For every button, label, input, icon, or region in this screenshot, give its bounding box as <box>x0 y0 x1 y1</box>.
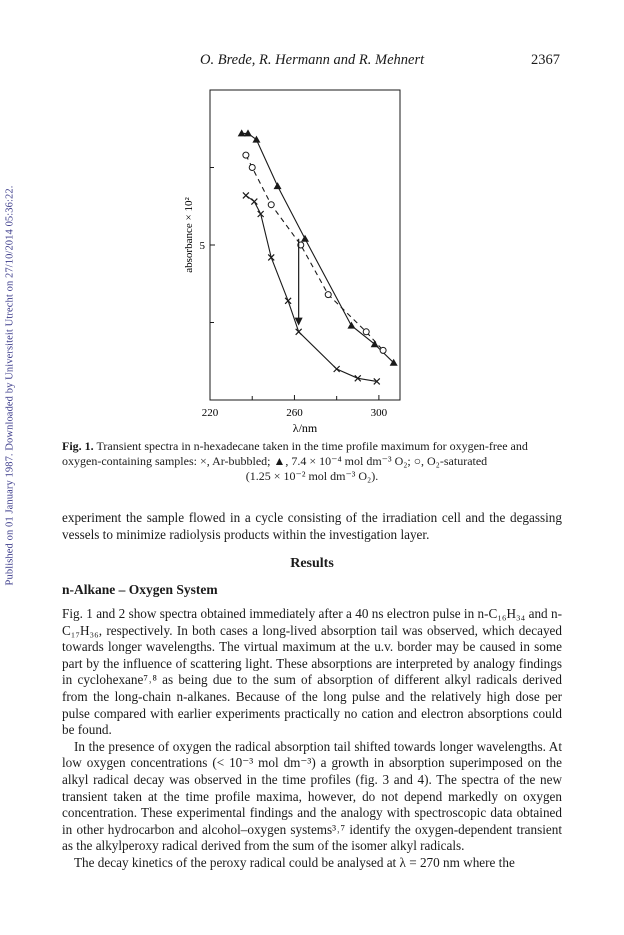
triangle-point-4 <box>301 235 309 242</box>
circle-point-5 <box>363 329 369 335</box>
arrow-layer <box>295 239 303 326</box>
circle-point-0 <box>243 152 249 158</box>
page-number: 2367 <box>531 52 560 68</box>
cross-point-1 <box>251 199 257 205</box>
cross-point-6 <box>334 366 340 372</box>
circle-point-6 <box>380 347 386 353</box>
author-names: O. Brede, R. Hermann and R. Mehnert <box>200 52 425 68</box>
results-body <box>62 606 562 872</box>
figure-1-chart <box>150 80 420 438</box>
triangle-point-2 <box>252 136 260 143</box>
results-paragraph-3: The decay kinetics of the peroxy radical could be analysed at λ = 270 nm where the <box>74 854 515 870</box>
results-paragraph-1: Fig. 1 and 2 show spectra obtained immediately after a 40 ns electron pulse in n-C₁₆H₃₄ and n-C₁₇H₃₆, respectively. In both cases a long-lived absorption tail was observed, which decayed towards longer wavelengths. The virtual maximum at the u.v. border may be caused in some part by the influence of scattering light. These absorptions are interpreted by analogy findings in cyclohexane⁷˒⁸ as being due to the sum of absorption of different alkyl radicals derived from the long-chain n-alkanes. Because of the long pulse and the relatively high dose per pulse compared with earlier experiments practically no cation and electron absorptions could be found. <box>62 606 562 738</box>
cross-point-5 <box>296 329 302 335</box>
series-line-1 <box>246 155 383 350</box>
plot-frame <box>210 90 400 400</box>
download-notice: Published on 01 January 1987. Downloaded by Universiteit Utrecht on 27/10/2014 05:36:22. <box>4 185 16 585</box>
x-tick-label-0: 220 <box>201 407 219 419</box>
intro-paragraph: experiment the sample flowed in a cycle consisting of the irradiation cell and the degassing vessels to minimize radiolysis products within the investigation layer. <box>62 510 562 542</box>
marker-layer <box>238 129 398 384</box>
series-line-2 <box>246 195 377 381</box>
caption-label: Fig. 1. <box>62 439 94 453</box>
caption-text: Transient spectra in n-hexadecane taken in the time profile maximum for oxygen-free and oxygen-containing samples: ×, Ar-bubbled; ▲, 7.4 × 10⁻⁴ mol dm⁻³ O₂; ○, O₂-saturated <box>62 439 528 468</box>
axis-ticks <box>200 168 388 420</box>
cross-point-0 <box>243 192 249 198</box>
x-tick-label-2: 300 <box>370 407 388 419</box>
figure-caption <box>62 439 562 484</box>
caption-text-line2: (1.25 × 10⁻² mol dm⁻³ O₂). <box>245 469 379 483</box>
circle-point-4 <box>325 292 331 298</box>
series-line-0 <box>242 133 394 362</box>
triangle-point-3 <box>274 182 282 189</box>
section-heading-results: Results <box>290 556 334 571</box>
results-paragraph-2: In the presence of oxygen the radical absorption tail shifted towards longer wavelengths. At low oxygen concentrations (< 10⁻³ mol dm⁻³) a growth in absorption superimposed on the alkyl radical decay was observed in the time profiles (fig. 3 and 4). The spectra of the new transient taken at the time profile maxima, however, do not depend markedly on oxygen concentration. These experimental findings and the analogy with spectroscopic data obtained in other hydrocarbon and alcohol–oxygen systems³˒⁷ identify the oxygen-dependent transient as the alkylperoxy radical derived from the sum of the isomer alkyl radicals. <box>62 738 562 854</box>
x-tick-label-1: 260 <box>286 407 303 419</box>
running-header <box>0 52 624 70</box>
y-tick-label-0: 5 <box>199 240 205 252</box>
circle-point-1 <box>249 165 255 171</box>
y-axis-label: absorbance × 10² <box>183 197 195 273</box>
subsection-heading: n-Alkane – Oxygen System <box>62 582 218 597</box>
series-layer <box>242 133 394 381</box>
x-axis-label: λ/nm <box>292 421 318 435</box>
circle-point-2 <box>268 202 274 208</box>
download-watermark <box>0 150 20 620</box>
triangle-point-5 <box>347 322 355 329</box>
cross-point-4 <box>285 298 291 304</box>
